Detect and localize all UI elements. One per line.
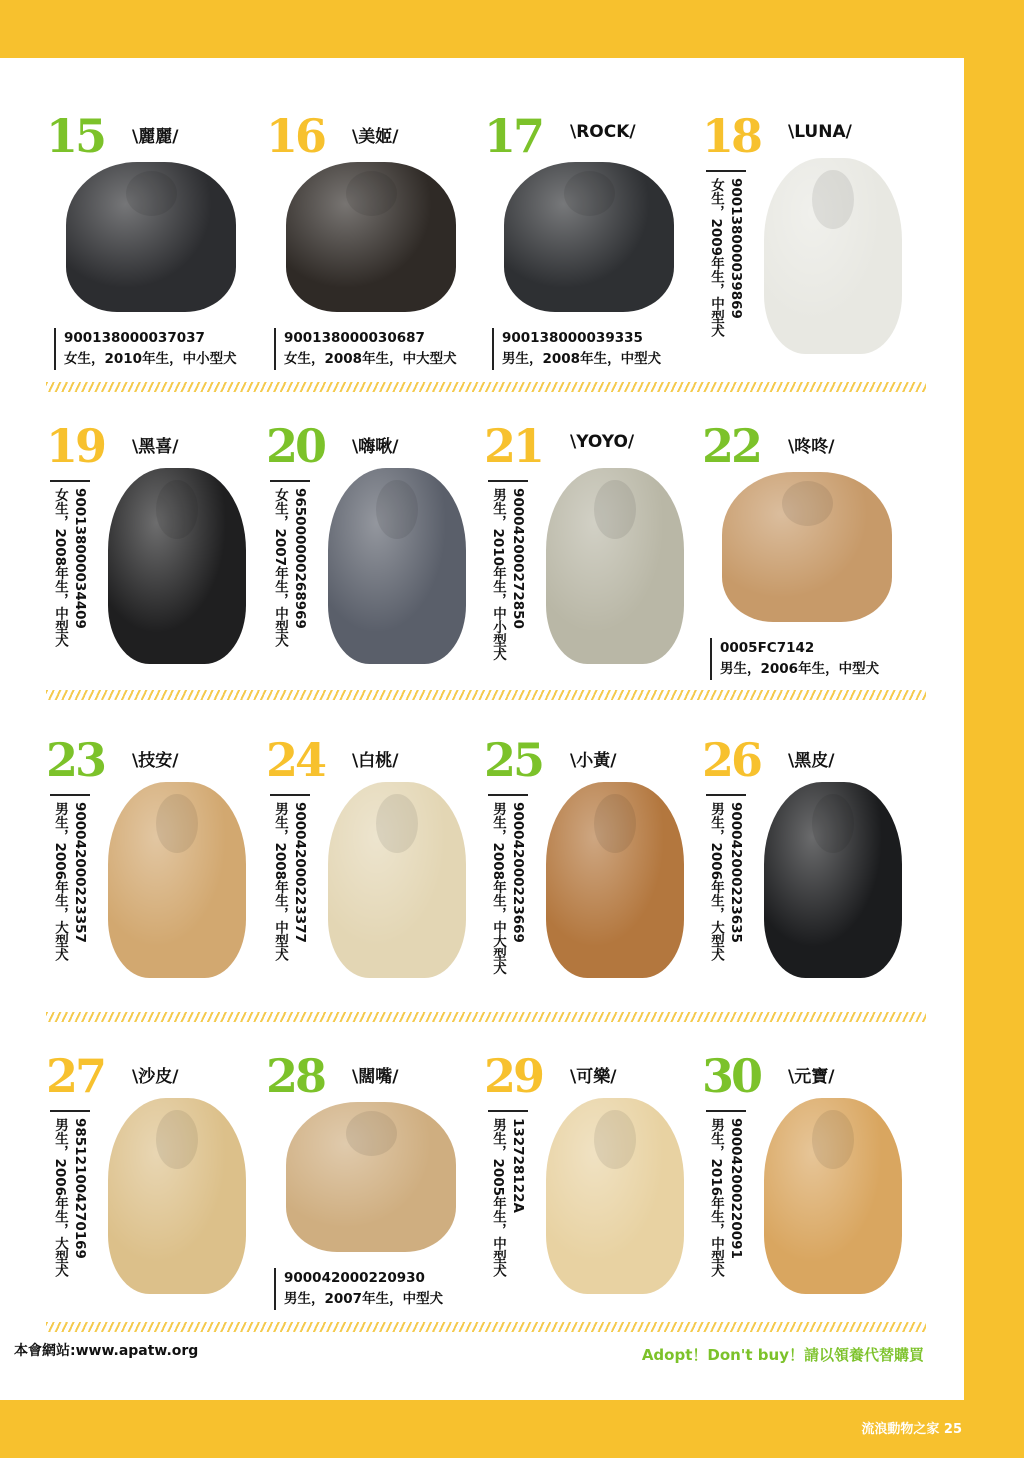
dog-card xyxy=(266,110,481,380)
dog-name: \技安/ xyxy=(132,751,179,771)
chip-number: 0005FC7142 xyxy=(720,640,815,656)
dog-number: 27 xyxy=(46,1049,105,1103)
dog-number: 28 xyxy=(266,1049,325,1103)
chip-number: 900042000272850 xyxy=(510,488,526,629)
dog-name: \咚咚/ xyxy=(788,437,835,457)
dog-photo xyxy=(108,1098,246,1294)
chip-number: 900138000030687 xyxy=(284,330,425,346)
dog-description: 男生，2016年生，中型犬 xyxy=(708,1118,724,1278)
dog-number: 18 xyxy=(702,109,761,163)
dog-info xyxy=(50,794,90,961)
adopt-slogan: Adopt！Don't buy！請以領養代替購買 xyxy=(641,1346,924,1364)
dog-name: \元寶/ xyxy=(788,1067,835,1087)
dog-description: 女生，2007年生，中型犬 xyxy=(272,488,288,648)
chip-number: 900138000039335 xyxy=(502,330,643,346)
dog-name: \可樂/ xyxy=(570,1067,617,1087)
dog-description: 男生，2006年生，大型犬 xyxy=(708,802,724,962)
dog-number: 25 xyxy=(484,733,543,787)
dog-info xyxy=(274,1268,443,1310)
dog-name: \美姬/ xyxy=(352,127,399,147)
dog-info xyxy=(488,480,528,661)
dog-description: 男生，2010年生，中小型犬 xyxy=(490,488,506,661)
dog-number: 30 xyxy=(702,1049,761,1103)
divider xyxy=(46,1322,926,1332)
chip-number: 900138000039869 xyxy=(728,178,744,319)
divider xyxy=(46,382,926,392)
dog-name: \ROCK/ xyxy=(570,122,636,142)
chip-number: 985121004270169 xyxy=(72,1118,88,1259)
dog-card xyxy=(46,420,261,690)
dog-card xyxy=(46,1050,261,1320)
divider xyxy=(46,690,926,700)
dog-name: \小黃/ xyxy=(570,751,617,771)
dog-number: 24 xyxy=(266,733,325,787)
dog-number: 15 xyxy=(46,109,105,163)
dog-info xyxy=(270,480,310,647)
dog-name: \YOYO/ xyxy=(570,432,635,452)
dog-name: \嗨啾/ xyxy=(352,437,399,457)
dog-photo xyxy=(764,782,902,978)
dog-photo xyxy=(546,468,684,664)
dog-photo xyxy=(764,158,902,354)
dog-number: 23 xyxy=(46,733,105,787)
chip-number: 900042000223377 xyxy=(292,802,308,943)
dog-number: 29 xyxy=(484,1049,543,1103)
dog-card xyxy=(266,1050,481,1320)
dog-card xyxy=(702,1050,917,1320)
dog-name: \沙皮/ xyxy=(132,1067,179,1087)
chip-number: 900042000220930 xyxy=(284,1270,425,1286)
dog-name: \白桃/ xyxy=(352,751,399,771)
dog-description: 男生，2005年生，中型犬 xyxy=(490,1118,506,1278)
dog-card xyxy=(484,734,699,1004)
dog-photo xyxy=(764,1098,902,1294)
dog-description: 女生，2009年生，中型犬 xyxy=(708,178,724,338)
dog-description: 女生，2010年生，中小型犬 xyxy=(64,351,237,367)
dog-description: 男生，2006年生，大型犬 xyxy=(52,1118,68,1278)
dog-photo xyxy=(546,782,684,978)
dog-number: 22 xyxy=(702,419,761,473)
dog-info xyxy=(274,328,457,370)
dog-card xyxy=(702,734,917,1004)
dog-photo xyxy=(722,472,892,622)
dog-card xyxy=(702,420,917,690)
dog-card xyxy=(46,110,261,380)
dog-number: 20 xyxy=(266,419,325,473)
chip-number: 900042000220091 xyxy=(728,1118,744,1259)
dog-number: 16 xyxy=(266,109,325,163)
dog-number: 26 xyxy=(702,733,761,787)
dog-info xyxy=(50,480,90,647)
dog-description: 女生，2008年生，中大型犬 xyxy=(284,351,457,367)
dog-info xyxy=(706,170,746,337)
dog-card xyxy=(484,110,699,380)
dog-photo xyxy=(328,468,466,664)
dog-description: 男生，2008年生，中大型犬 xyxy=(490,802,506,975)
dog-photo xyxy=(504,162,674,312)
divider xyxy=(46,1012,926,1022)
chip-number: 900042000223635 xyxy=(728,802,744,943)
dog-info xyxy=(54,328,237,370)
dog-name: \黑皮/ xyxy=(788,751,835,771)
dog-card xyxy=(46,734,261,1004)
dog-description: 男生，2008年生，中型犬 xyxy=(502,351,662,367)
chip-number: 900042000223357 xyxy=(72,802,88,943)
dog-info xyxy=(710,638,879,680)
dog-photo xyxy=(286,162,456,312)
dog-number: 19 xyxy=(46,419,105,473)
page-footer: 流浪動物之家 25 xyxy=(861,1422,962,1437)
dog-info xyxy=(706,1110,746,1277)
dog-description: 男生，2006年生，中型犬 xyxy=(720,661,880,677)
dog-card xyxy=(484,1050,699,1320)
dog-name: \黑喜/ xyxy=(132,437,179,457)
dog-name: \LUNA/ xyxy=(788,122,852,142)
dog-info xyxy=(492,328,661,370)
dog-photo xyxy=(66,162,236,312)
dog-info xyxy=(270,794,310,961)
dog-photo xyxy=(286,1102,456,1252)
dog-photo xyxy=(546,1098,684,1294)
dog-card xyxy=(484,420,699,690)
dog-name: \闊嘴/ xyxy=(352,1067,399,1087)
dog-card xyxy=(702,110,917,380)
dog-description: 女生，2008年生，中型犬 xyxy=(52,488,68,648)
dog-description: 男生，2007年生，中型犬 xyxy=(284,1291,444,1307)
website-label: 本會網站:www.apatw.org xyxy=(14,1343,199,1359)
chip-number: 132728122A xyxy=(510,1118,526,1213)
dog-description: 男生，2006年生，大型犬 xyxy=(52,802,68,962)
dog-description: 男生，2008年生，中型犬 xyxy=(272,802,288,962)
dog-photo xyxy=(108,468,246,664)
dog-name: \麗麗/ xyxy=(132,127,179,147)
dog-info xyxy=(488,1110,528,1277)
dog-card xyxy=(266,420,481,690)
dog-info xyxy=(50,1110,90,1277)
dog-info xyxy=(488,794,528,975)
chip-number: 900138000034409 xyxy=(72,488,88,629)
dog-card xyxy=(266,734,481,1004)
chip-number: 965000000268969 xyxy=(292,488,308,629)
chip-number: 900138000037037 xyxy=(64,330,205,346)
dog-photo xyxy=(328,782,466,978)
chip-number: 900042000223669 xyxy=(510,802,526,943)
dog-info xyxy=(706,794,746,961)
dog-number: 21 xyxy=(484,419,543,473)
dog-photo xyxy=(108,782,246,978)
dog-number: 17 xyxy=(484,109,543,163)
